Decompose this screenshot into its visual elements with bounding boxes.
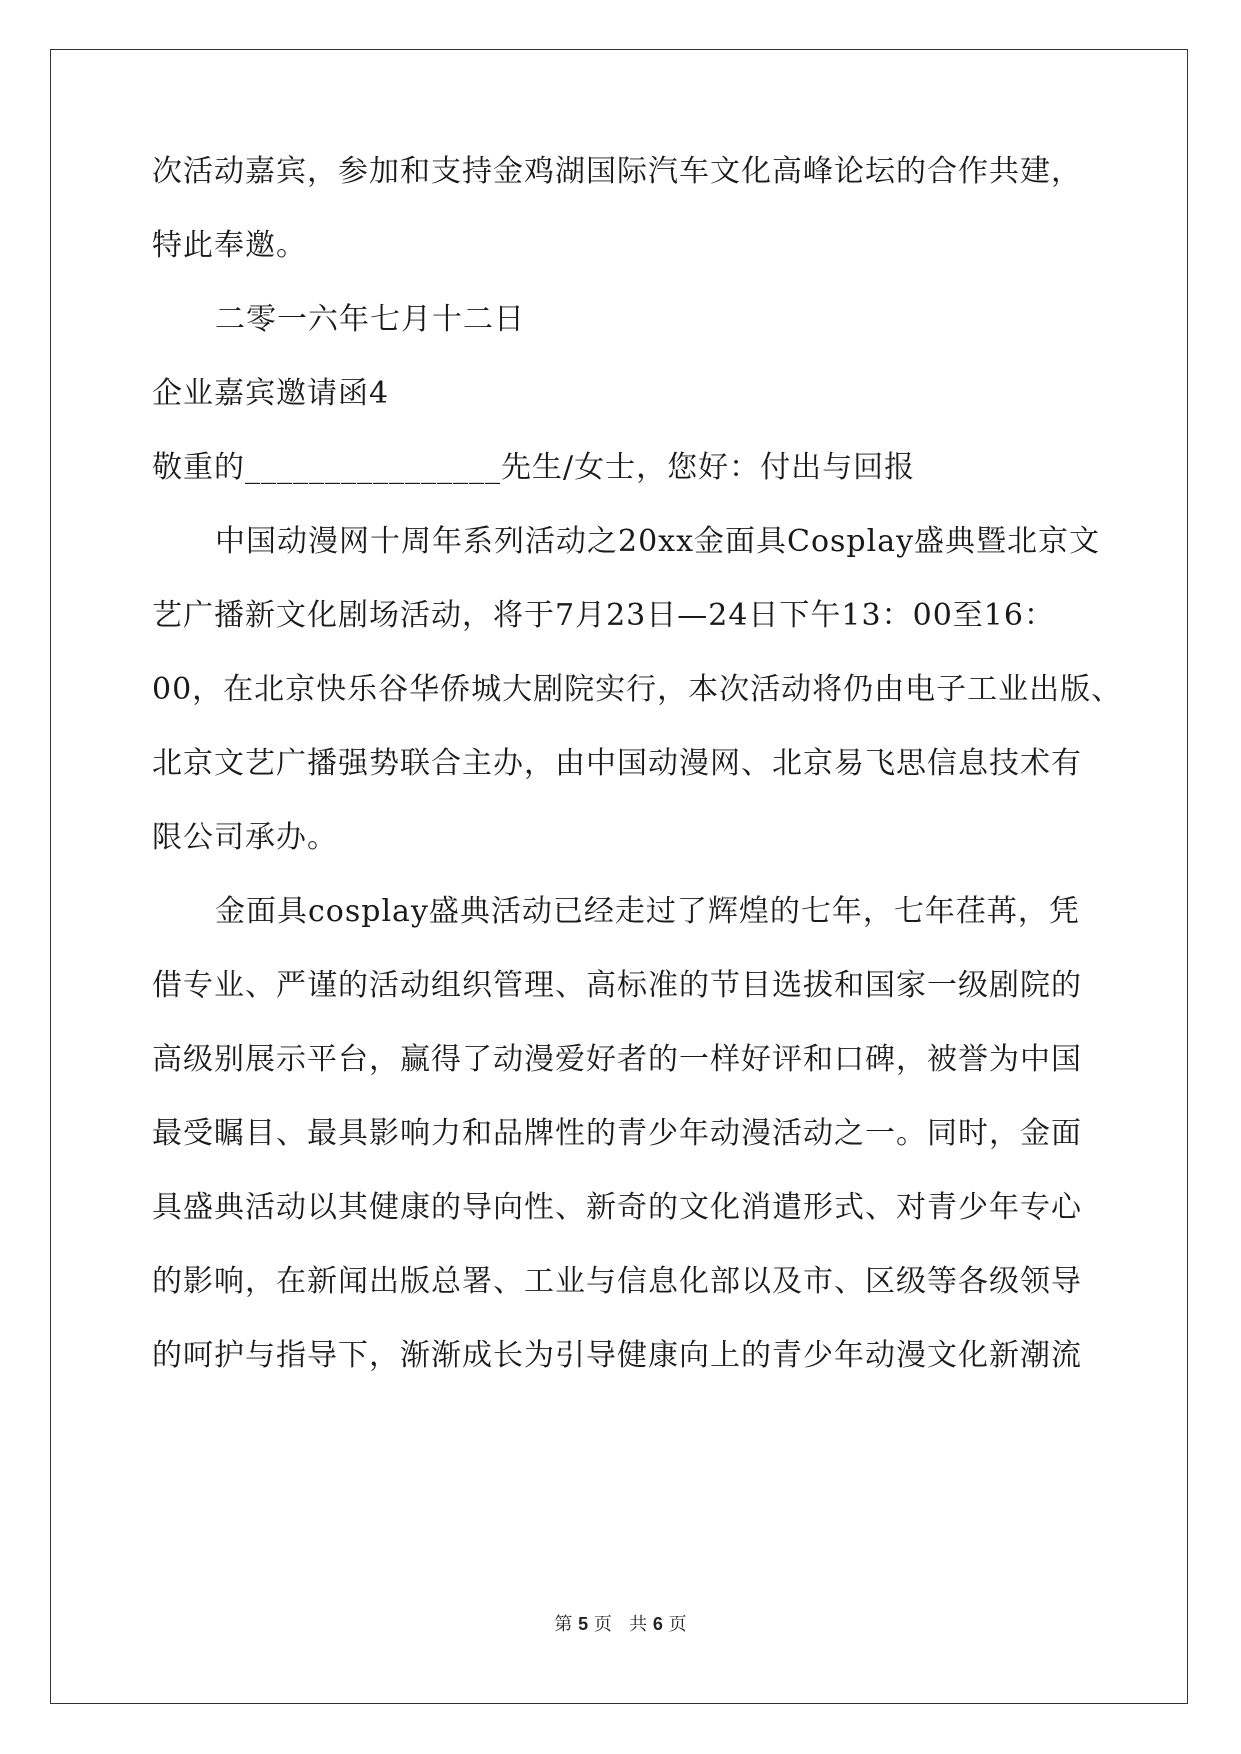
total-page-number: 6 — [652, 1614, 663, 1634]
date-line: 二零一六年七月十二日 — [215, 302, 525, 337]
text-line: 北京文艺广播强势联合主办，由中国动漫网、北京易飞思信息技术有 — [152, 746, 1082, 781]
text-line: 最受瞩目、最具影响力和品牌性的青少年动漫活动之一。同时，金面 — [152, 1116, 1082, 1151]
text-line: 特此奉邀。 — [152, 228, 307, 263]
salutation-line: 敬重的________________先生/女士，您好：付出与回报 — [152, 450, 916, 485]
text-line: 次活动嘉宾，参加和支持金鸡湖国际汽车文化高峰论坛的合作共建， — [152, 154, 1082, 189]
footer-prefix: 第 — [554, 1614, 573, 1635]
text-line: 的影响，在新闻出版总署、工业与信息化部以及市、区级等各级领导 — [152, 1264, 1082, 1299]
footer-suffix: 页 — [668, 1614, 687, 1635]
footer-mid: 页 共 — [593, 1614, 648, 1635]
page-footer — [0, 1612, 1241, 1637]
text-line: 借专业、严谨的活动组织管理、高标准的节目选拔和国家一级剧院的 — [152, 968, 1082, 1003]
current-page-number: 5 — [578, 1614, 589, 1634]
page-border — [50, 49, 1188, 1704]
text-line: 具盛典活动以其健康的导向性、新奇的文化消遣形式、对青少年专心 — [152, 1190, 1082, 1225]
section-title: 企业嘉宾邀请函4 — [152, 376, 390, 411]
text-line: 艺广播新文化剧场活动，将于7月23日—24日下午13：00至16： — [152, 598, 1055, 633]
text-line: 00，在北京快乐谷华侨城大剧院实行，本次活动将仍由电子工业出版、 — [152, 672, 1123, 707]
text-line: 中国动漫网十周年系列活动之20xx金面具Cosplay盛典暨北京文 — [215, 524, 1101, 559]
text-line: 金面具cosplay盛典活动已经走过了辉煌的七年，七年荏苒，凭 — [215, 894, 1080, 929]
text-line: 高级别展示平台，赢得了动漫爱好者的一样好评和口碑，被誉为中国 — [152, 1042, 1082, 1077]
text-line: 的呵护与指导下，渐渐成长为引导健康向上的青少年动漫文化新潮流 — [152, 1338, 1082, 1373]
text-line: 限公司承办。 — [152, 820, 338, 855]
